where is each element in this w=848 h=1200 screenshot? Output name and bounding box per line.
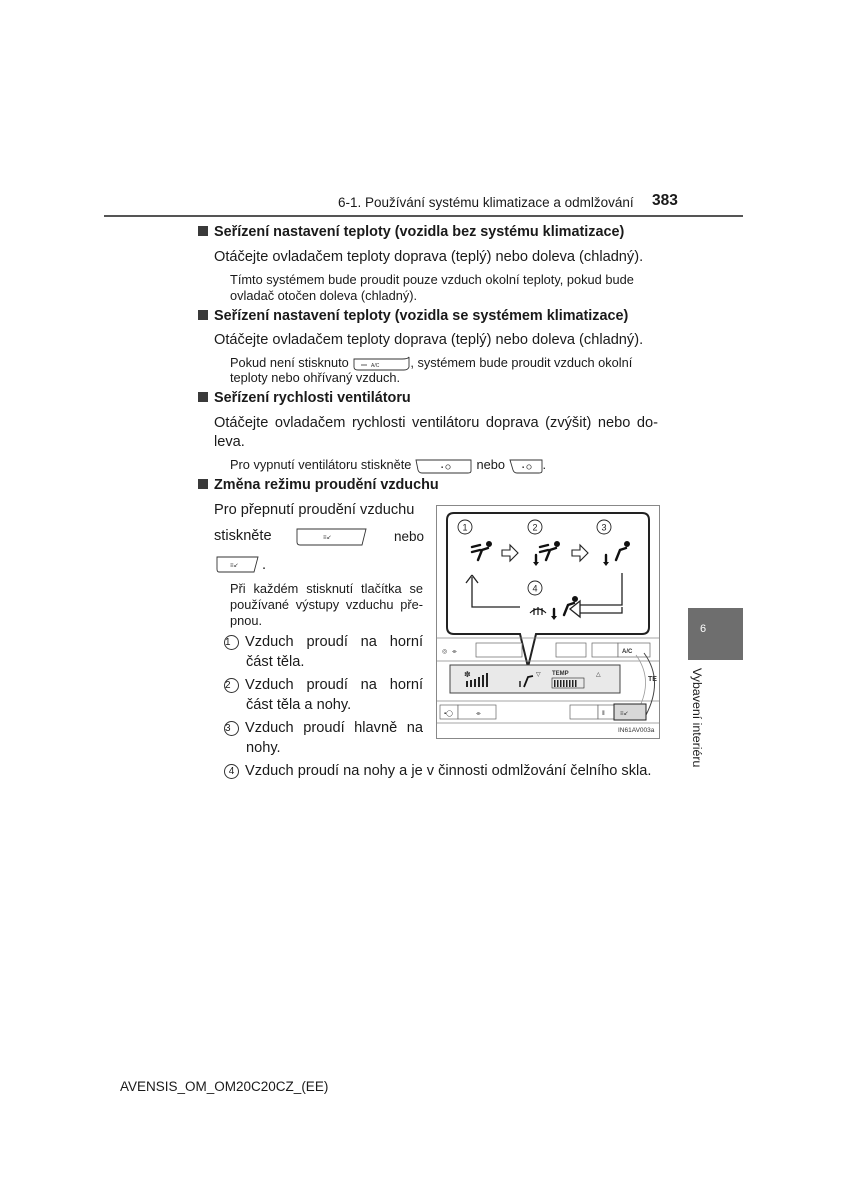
svg-text:≡↙: ≡↙ bbox=[230, 563, 239, 569]
paragraph: leva. bbox=[214, 434, 245, 450]
bullet-square-icon bbox=[198, 310, 208, 320]
note-line: Tímto systémem bude proudit pouze vzduch okolní teploty, pokud bude bbox=[230, 272, 634, 287]
chapter-side-label: Vybavení interiéru bbox=[690, 668, 704, 768]
list-item: 2 Vzduch proudí na horní bbox=[225, 677, 423, 693]
paragraph: Otáčejte ovladačem rychlosti ventilátoru doprava (zvýšit) nebo do- bbox=[214, 415, 658, 431]
svg-text:✽: ✽ bbox=[464, 670, 471, 679]
paragraph: Otáčejte ovladačem teploty doprava (teplý) nebo doleva (chladný). bbox=[214, 249, 644, 265]
note-line: Pokud není stisknuto A/C , systémem bude proudit vzduch okolní bbox=[230, 355, 633, 370]
section-heading-temp-no-ac: Seřízení nastavení teploty (vozidla bez systému klimatizace) bbox=[198, 224, 624, 240]
svg-text:▪: ▪ bbox=[521, 464, 524, 471]
svg-text:A/C: A/C bbox=[622, 649, 633, 655]
airflow-mode-diagram bbox=[436, 505, 660, 739]
svg-text:≡↙: ≡↙ bbox=[323, 535, 332, 541]
header-rule bbox=[104, 215, 743, 217]
section-heading-temp-ac: Seřízení nastavení teploty (vozidla se systémem klimatizace) bbox=[198, 308, 628, 324]
paragraph: stiskněte bbox=[214, 528, 272, 544]
svg-text:⌯: ⌯ bbox=[476, 711, 481, 717]
svg-text:2: 2 bbox=[532, 522, 538, 533]
chapter-tab: 6 bbox=[688, 608, 743, 660]
airflow-mode-button-icon bbox=[296, 528, 368, 546]
airflow-mode-button-alt-icon bbox=[216, 556, 260, 573]
svg-text:⦀: ⦀ bbox=[602, 711, 605, 717]
list-item-cont: nohy. bbox=[246, 740, 281, 756]
list-item: 3 Vzduch proudí hlavně na bbox=[225, 720, 423, 736]
paragraph: Pro přepnutí proudění vzduchu bbox=[214, 502, 415, 518]
svg-text:TE: TE bbox=[648, 676, 657, 683]
svg-text:4: 4 bbox=[532, 583, 538, 594]
note-line: Při každém stisknutí tlačítka se bbox=[230, 581, 423, 596]
svg-text:◎: ◎ bbox=[442, 649, 448, 655]
svg-text:▪◯: ▪◯ bbox=[444, 711, 453, 717]
note-line: ovladač otočen doleva (chladný). bbox=[230, 288, 418, 303]
svg-text:▽: ▽ bbox=[536, 672, 541, 678]
bullet-square-icon bbox=[198, 226, 208, 236]
bullet-square-icon bbox=[198, 479, 208, 489]
svg-text:▪: ▪ bbox=[440, 464, 444, 471]
svg-text:⌯: ⌯ bbox=[452, 649, 457, 655]
bullet-square-icon bbox=[198, 392, 208, 402]
svg-text:△: △ bbox=[596, 672, 601, 678]
svg-text:≡↙: ≡↙ bbox=[620, 711, 629, 717]
fan-off-button-alt-icon bbox=[509, 458, 543, 474]
list-item-cont: část těla. bbox=[246, 654, 305, 670]
svg-text:TEMP: TEMP bbox=[552, 671, 569, 677]
list-item: 1 Vzduch proudí na horní bbox=[225, 634, 423, 650]
paragraph: . bbox=[262, 557, 267, 573]
footer-doc-code: AVENSIS_OM_OM20C20CZ_(EE) bbox=[120, 1079, 329, 1094]
svg-text:A/C: A/C bbox=[371, 362, 380, 369]
svg-text:3: 3 bbox=[601, 522, 607, 533]
list-item: 4 Vzduch proudí na nohy a je v činnosti odmlžování čelního skla. bbox=[224, 761, 651, 781]
paragraph: nebo bbox=[394, 529, 425, 544]
running-header: 6-1. Používání systému klimatizace a odmlžování bbox=[338, 195, 634, 210]
note-line: teploty nebo ohřívaný vzduch. bbox=[230, 370, 401, 385]
note-line: Pro vypnutí ventilátoru stiskněte ▪ nebo ▪ . bbox=[230, 457, 547, 472]
page-number: 383 bbox=[652, 192, 678, 209]
fan-off-button-icon bbox=[415, 458, 473, 474]
svg-text:IN61AV003a: IN61AV003a bbox=[618, 727, 655, 734]
section-heading-airflow-mode: Změna režimu proudění vzduchu bbox=[198, 477, 439, 493]
note-line: pnou. bbox=[230, 613, 263, 628]
list-item-cont: část těla a nohy. bbox=[246, 697, 352, 713]
section-heading-fan-speed: Seřízení rychlosti ventilátoru bbox=[198, 390, 411, 406]
note-line: používané výstupy vzduchu pře- bbox=[230, 597, 423, 612]
paragraph: Otáčejte ovladačem teploty doprava (teplý) nebo doleva (chladný). bbox=[214, 332, 644, 348]
svg-text:1: 1 bbox=[462, 522, 468, 533]
